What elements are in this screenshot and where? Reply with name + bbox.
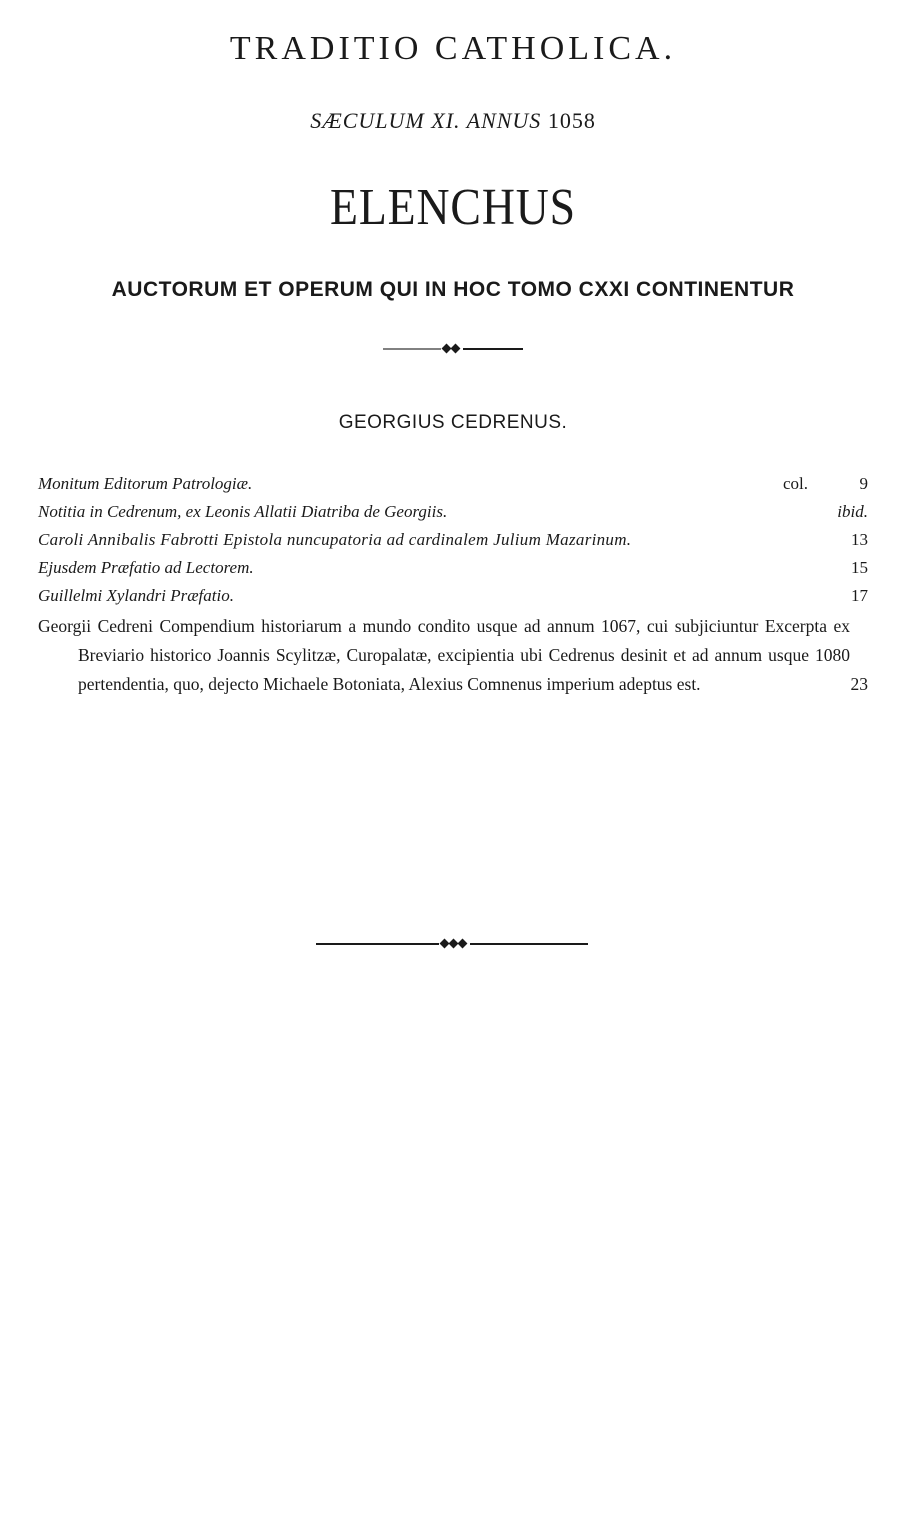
toc-entry-page: 17 xyxy=(851,586,868,605)
toc-entry xyxy=(38,554,870,582)
ornament-rule-bottom xyxy=(316,938,588,950)
toc-entry-label: Ejusdem Præfatio ad Lectorem. xyxy=(38,558,254,577)
seculum-text: SÆCULUM XI. ANNUS xyxy=(310,108,542,133)
toc-entry-label: Monitum Editorum Patrologiæ. xyxy=(38,474,253,493)
toc-entry-page: 15 xyxy=(851,558,868,577)
toc-entry-page: 13 xyxy=(851,530,868,549)
toc-entry-page: ibid. xyxy=(837,502,868,521)
seculum-year: 1058 xyxy=(547,108,596,133)
toc-entry-page: 9 xyxy=(859,474,868,493)
toc-col-label: col. xyxy=(782,474,808,493)
toc-entry xyxy=(38,498,870,526)
page-title: ELENCHUS xyxy=(329,179,577,236)
page-subtitle: AUCTORUM ET OPERUM QUI IN HOC TOMO CXXI CONTINENTUR xyxy=(111,278,795,301)
toc-entry-page: 23 xyxy=(850,674,868,694)
toc-entry-label: Georgii Cedreni Compendium historiarum a mundo condito usque ad annum 1067, cui subjiciuntur Excerpta ex Breviario historico Joannis Scylitzæ, Curopalatæ, excipientia ubi Cedrenus desinit et ad annum usque 1080 pertendentia, quo, dejecto Michaele Botoniata, Alexius Comnenus imperium adeptus est. xyxy=(38,616,850,694)
toc-entry xyxy=(38,582,870,610)
toc-entry-label: Guillelmi Xylandri Præfatio. xyxy=(38,586,234,605)
author-heading: GEORGIUS CEDRENUS. xyxy=(338,412,568,433)
ornament-rule-top xyxy=(383,343,523,355)
toc-entry-main-work xyxy=(38,612,870,699)
toc-entry-label: Notitia in Cedrenum, ex Leonis Allatii Diatriba de Georgiis. xyxy=(38,502,448,521)
toc-entry xyxy=(38,470,870,498)
toc-entry xyxy=(38,526,870,554)
toc-entry-label: Caroli Annibalis Fabrotti Epistola nuncupatoria ad cardinalem Julium Mazarinum. xyxy=(38,530,632,549)
seculum-line xyxy=(0,108,906,134)
running-title: TRADITIO CATHOLICA. xyxy=(229,30,677,67)
table-of-contents xyxy=(38,470,870,699)
